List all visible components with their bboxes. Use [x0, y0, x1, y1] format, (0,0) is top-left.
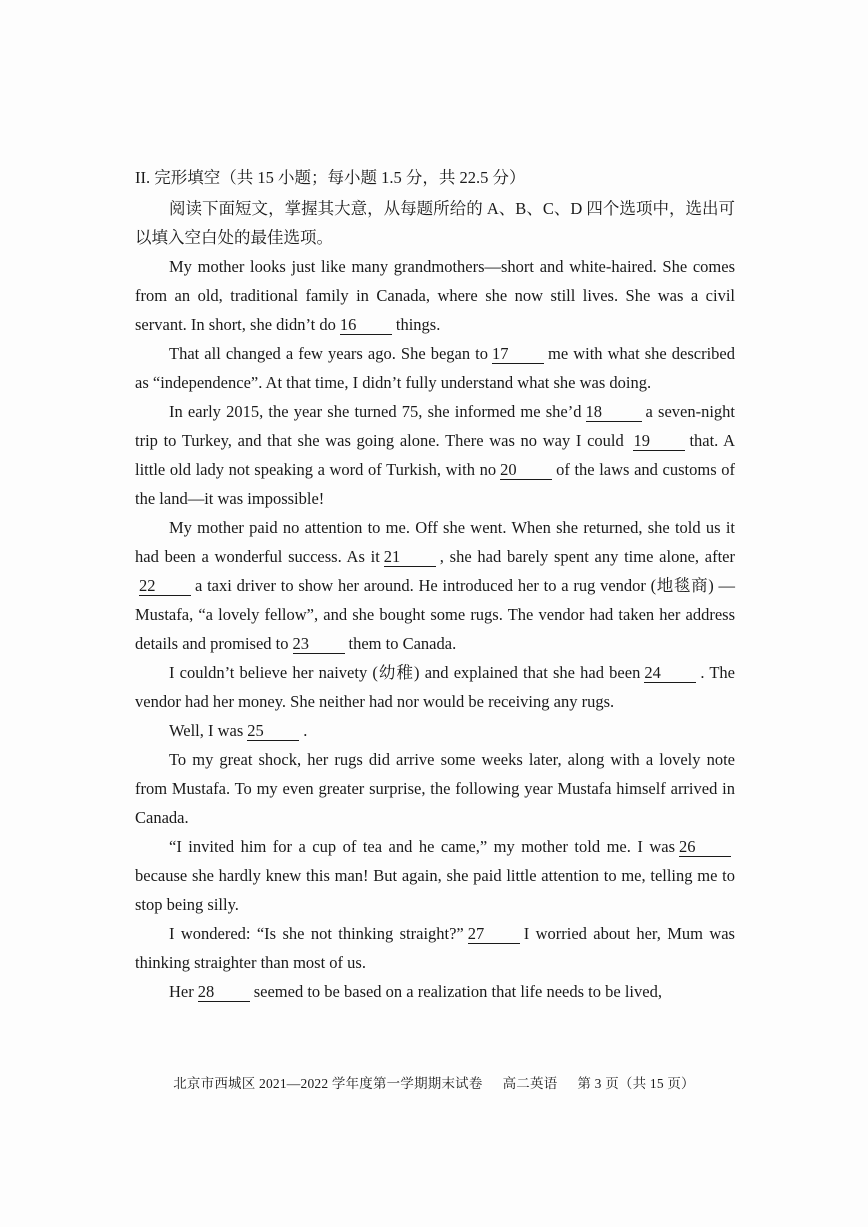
passage-text: things. — [395, 315, 441, 334]
blank-20: 20 — [500, 461, 552, 480]
passage-text: I worried about her, Mum was thinking straighter than most of us. — [135, 924, 735, 972]
passage-text: My mother paid no attention to me. Off she went. When she returned, she told us it had been a wonderful success. As it — [135, 518, 735, 566]
passage-text: them to Canada. — [348, 634, 457, 653]
blank-26: 26 — [679, 838, 731, 857]
blank-18: 18 — [586, 403, 642, 422]
cloze-section — [135, 165, 735, 1006]
passage-text: . The vendor had her money. She neither had nor would be receiving any rugs. — [135, 663, 735, 711]
passage-text: In early 2015, the year she turned 75, she informed me she’d — [169, 402, 582, 421]
passage-paragraph — [135, 658, 735, 716]
passage-paragraph — [135, 716, 735, 745]
blank-22: 22 — [139, 577, 191, 596]
passage-paragraph — [135, 919, 735, 977]
passage-text: a taxi driver to show her around. He introduced her to a rug vendor (地毯商) —Mustafa, “a lovely fellow”, and she bought some rugs. The vendor had taken her address details and promised to — [135, 576, 735, 653]
passage-paragraph — [135, 832, 735, 919]
blank-24: 24 — [644, 664, 696, 683]
passage-text: My mother looks just like many grandmothers—short and white-haired. She comes from an old, traditional family in Canada, where she now still lives. She was a civil servant. In short, she didn’t do — [135, 257, 735, 334]
passage-text: a seven-night trip to Turkey, and that she was going alone. There was no way I could — [135, 402, 735, 450]
page-footer — [0, 1074, 868, 1094]
passage-text: I couldn’t believe her naivety (幼稚) and explained that she had been — [169, 663, 641, 682]
blank-17: 17 — [492, 345, 544, 364]
blank-28: 28 — [198, 983, 250, 1002]
section-instruction: 阅读下面短文，掌握其大意，从每题所给的 A、B、C、D 四个选项中，选出可以填入空白处的最佳选项。 — [135, 199, 735, 247]
passage-text: because she hardly knew this man! But again, she paid little attention to me, telling me to stop being silly. — [135, 866, 735, 914]
blank-23: 23 — [293, 635, 345, 654]
passage-text: Well, I was — [169, 721, 244, 740]
blank-25: 25 — [247, 722, 299, 741]
blank-21: 21 — [384, 548, 436, 567]
passage-text: Her — [169, 982, 194, 1001]
passage-text: that. A little old lady not speaking a word of Turkish, with no — [135, 431, 735, 479]
blank-16: 16 — [340, 316, 392, 335]
passage-text: “I invited him for a cup of tea and he came,” my mother told me. I was — [169, 837, 675, 856]
passage-text: . — [303, 721, 308, 740]
passage-paragraph — [135, 977, 735, 1006]
passage-text: , she had barely spent any time alone, after — [439, 547, 735, 566]
footer-exam-title: 北京市西城区 2021—2022 学年度第一学期期末试卷 — [173, 1076, 483, 1091]
passage-paragraph — [135, 513, 735, 658]
passage-text: of the laws and customs of the land—it was impossible! — [135, 460, 735, 508]
passage-paragraph — [135, 397, 735, 513]
passage-paragraph — [135, 745, 735, 832]
passage-paragraph — [135, 252, 735, 339]
section-title: II. 完形填空（共 15 小题；每小题 1.5 分，共 22.5 分） — [135, 168, 526, 187]
passage-text: seemed to be based on a realization that life needs to be lived, — [253, 982, 662, 1001]
passage-text: I wondered: “Is she not thinking straight?” — [169, 924, 464, 943]
blank-19: 19 — [633, 432, 685, 451]
blank-27: 27 — [468, 925, 520, 944]
footer-subject: 高二英语 — [502, 1076, 558, 1091]
footer-page-number: 第 3 页（共 15 页） — [577, 1076, 695, 1091]
passage-paragraph — [135, 339, 735, 397]
passage-text: me with what she described as “independence”. At that time, I didn’t fully understand what she was doing. — [135, 344, 736, 392]
passage-text: To my great shock, her rugs did arrive some weeks later, along with a lovely note from Mustafa. To my even greater surprise, the following year Mustafa himself arrived in Canada. — [135, 750, 735, 827]
passage-text: That all changed a few years ago. She began to — [169, 344, 488, 363]
